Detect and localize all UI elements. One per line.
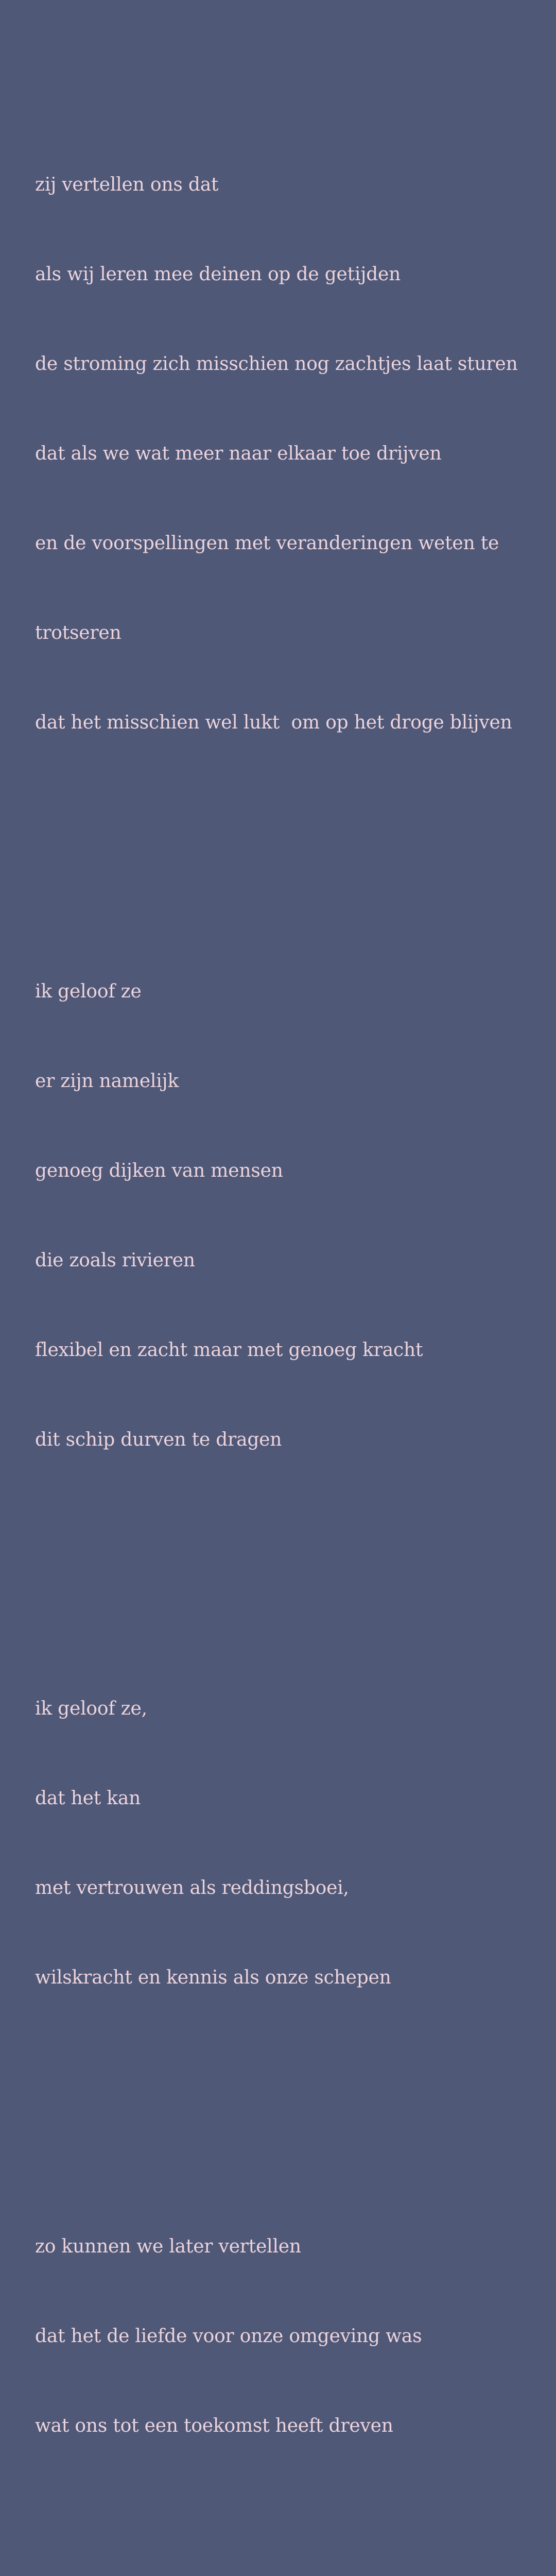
poem-line: als wij leren mee deinen op de getijden (35, 264, 401, 285)
poem-line: wilskracht en kennis als onze schepen (35, 1967, 391, 1988)
poem-text (35, 50, 545, 2576)
stanza-4 (35, 2172, 545, 2501)
poem-line: er zijn namelijk (35, 1071, 179, 1092)
poem-line: zo kunnen we later vertellen (35, 2236, 301, 2257)
poem-line: dit schip durven te dragen (35, 1429, 282, 1450)
poem-line: en de voorspellingen met veranderingen weten te (35, 533, 499, 554)
poem-line: de stroming zich misschien nog zachtjes laat sturen (35, 353, 518, 375)
poem-line: dat het kan (35, 1788, 141, 1809)
poem-line: zij vertellen ons dat (35, 174, 219, 195)
poem-line: flexibel en zacht maar met genoeg kracht (35, 1340, 423, 1361)
stanza-3 (35, 1634, 545, 2053)
poem-line: ik geloof ze, (35, 1698, 147, 1719)
poem-line: ik geloof ze (35, 981, 142, 1002)
poem-line: genoeg dijken van mensen (35, 1160, 283, 1181)
stanza-1 (35, 110, 545, 798)
poem-line: dat het misschien wel lukt om op het droge blijven (35, 712, 512, 733)
poem-line: trotseren (35, 622, 121, 643)
poem-line: met vertrouwen als reddingsboei, (35, 1877, 349, 1899)
poem-line: dat als we wat meer naar elkaar toe drijven (35, 443, 442, 464)
poem-line: dat het de liefde voor onze omgeving was (35, 2326, 422, 2347)
poem-line: wat ons tot een toekomst heeft dreven (35, 2415, 393, 2436)
stanza-2 (35, 917, 545, 1515)
poem-line: die zoals rivieren (35, 1250, 195, 1271)
